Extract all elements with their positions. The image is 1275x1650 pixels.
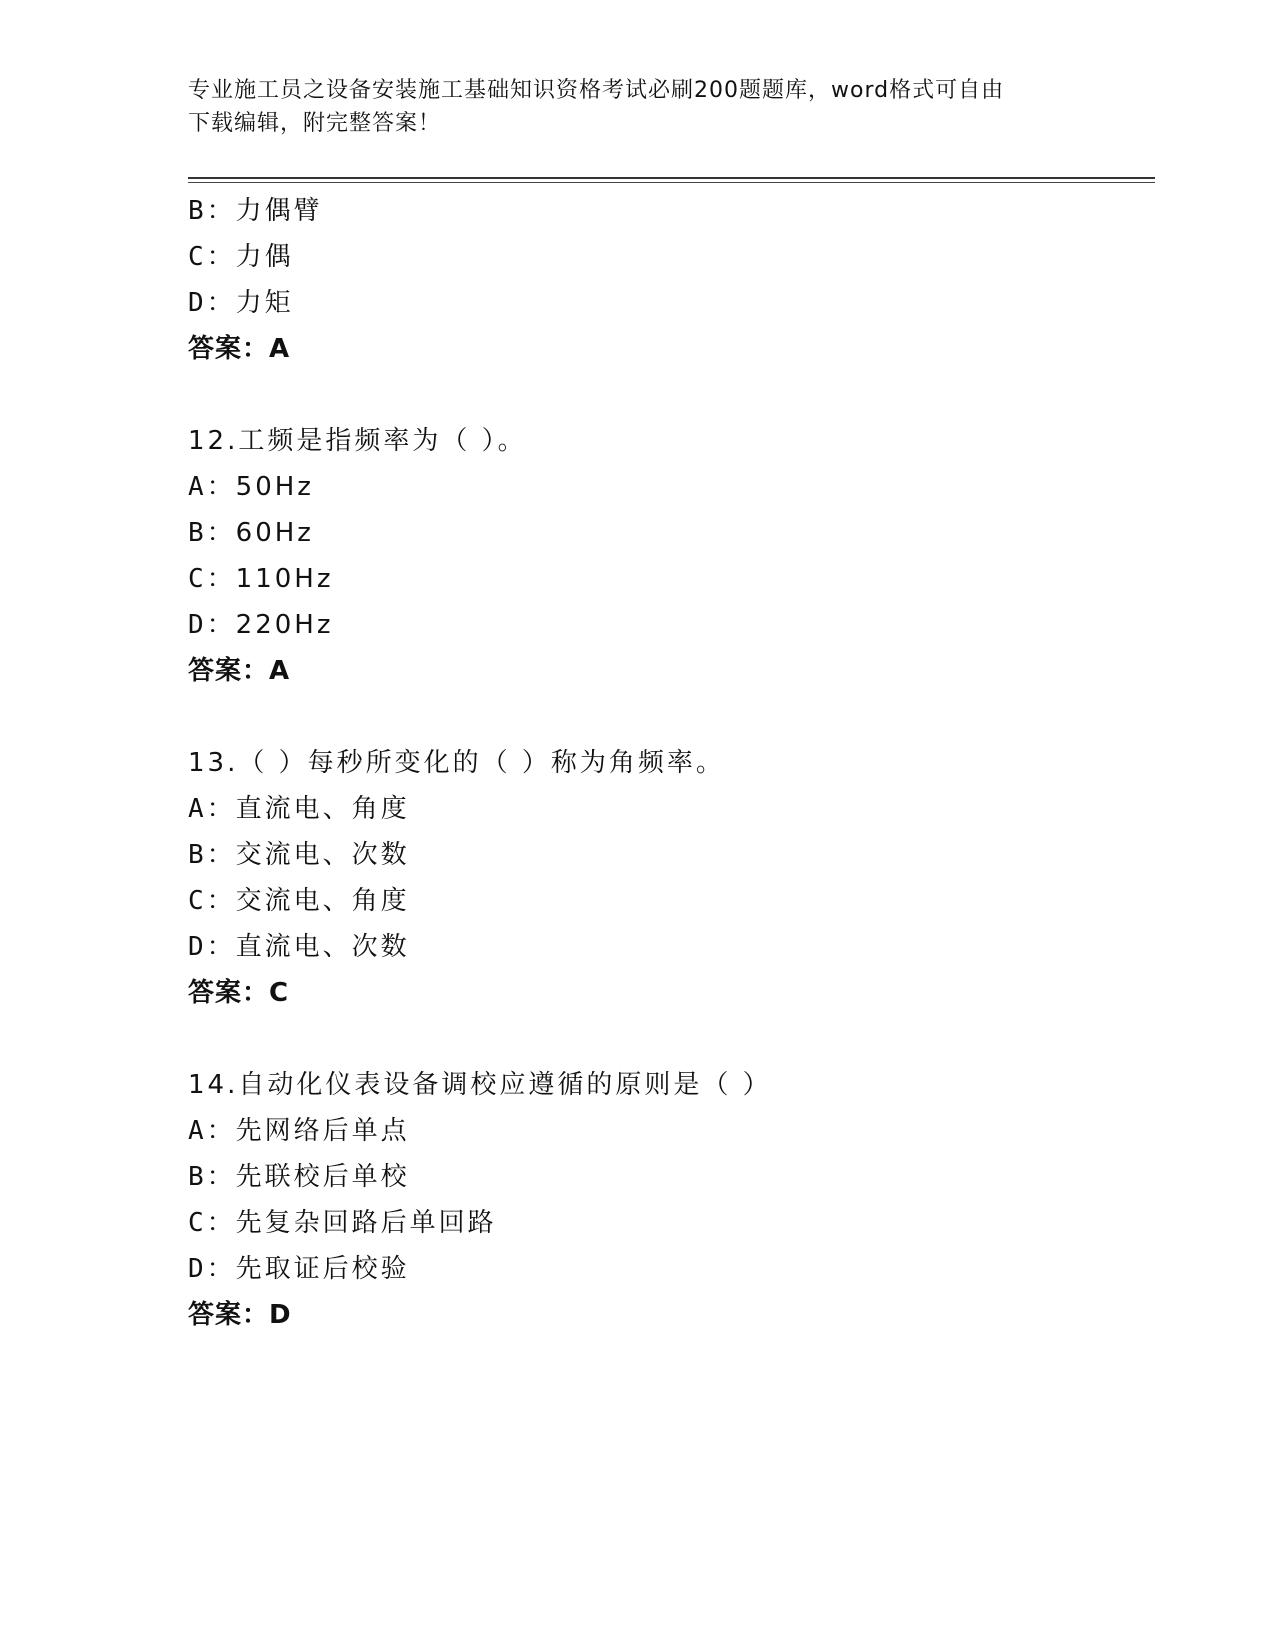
question-list (188, 188, 1148, 1338)
option-d: D：力矩 (188, 288, 294, 318)
option-d: D：220Hz (188, 610, 334, 640)
answer-line: 答案：A (188, 656, 291, 686)
question-11-continued (188, 188, 1148, 372)
question-stem: 12.工频是指频率为（ ）。 (188, 426, 527, 456)
option-d: D：直流电、次数 (188, 932, 410, 962)
header-line-1: 专业施工员之设备安装施工基础知识资格考试必刷200题题库，word格式可自由 (188, 78, 1005, 103)
answer-line: 答案：C (188, 978, 290, 1008)
header-divider-thin (188, 182, 1155, 183)
question-14 (188, 1062, 1148, 1338)
option-b: B：60Hz (188, 518, 314, 548)
document-header (188, 74, 1088, 140)
option-a: A：直流电、角度 (188, 794, 410, 824)
question-stem: 13.（ ）每秒所变化的（ ）称为角频率。 (188, 748, 725, 778)
answer-line: 答案：A (188, 334, 291, 364)
answer-line: 答案：D (188, 1300, 292, 1330)
header-line-2: 下载编辑，附完整答案！ (188, 111, 442, 136)
option-a: A：先网络后单点 (188, 1116, 410, 1146)
spacer (188, 372, 1148, 418)
header-divider-thick (188, 177, 1155, 179)
option-b: B：先联校后单校 (188, 1162, 410, 1192)
option-b: B：力偶臂 (188, 196, 323, 226)
question-13 (188, 740, 1148, 1016)
option-c: C：交流电、角度 (188, 886, 410, 916)
option-d: D：先取证后校验 (188, 1254, 410, 1284)
question-stem: 14.自动化仪表设备调校应遵循的原则是（ ） (188, 1070, 772, 1100)
option-c: C：先复杂回路后单回路 (188, 1208, 497, 1238)
spacer (188, 694, 1148, 740)
option-c: C：力偶 (188, 242, 294, 272)
question-12 (188, 418, 1148, 694)
option-a: A：50Hz (188, 472, 314, 502)
option-c: C：110Hz (188, 564, 334, 594)
option-b: B：交流电、次数 (188, 840, 410, 870)
spacer (188, 1016, 1148, 1062)
